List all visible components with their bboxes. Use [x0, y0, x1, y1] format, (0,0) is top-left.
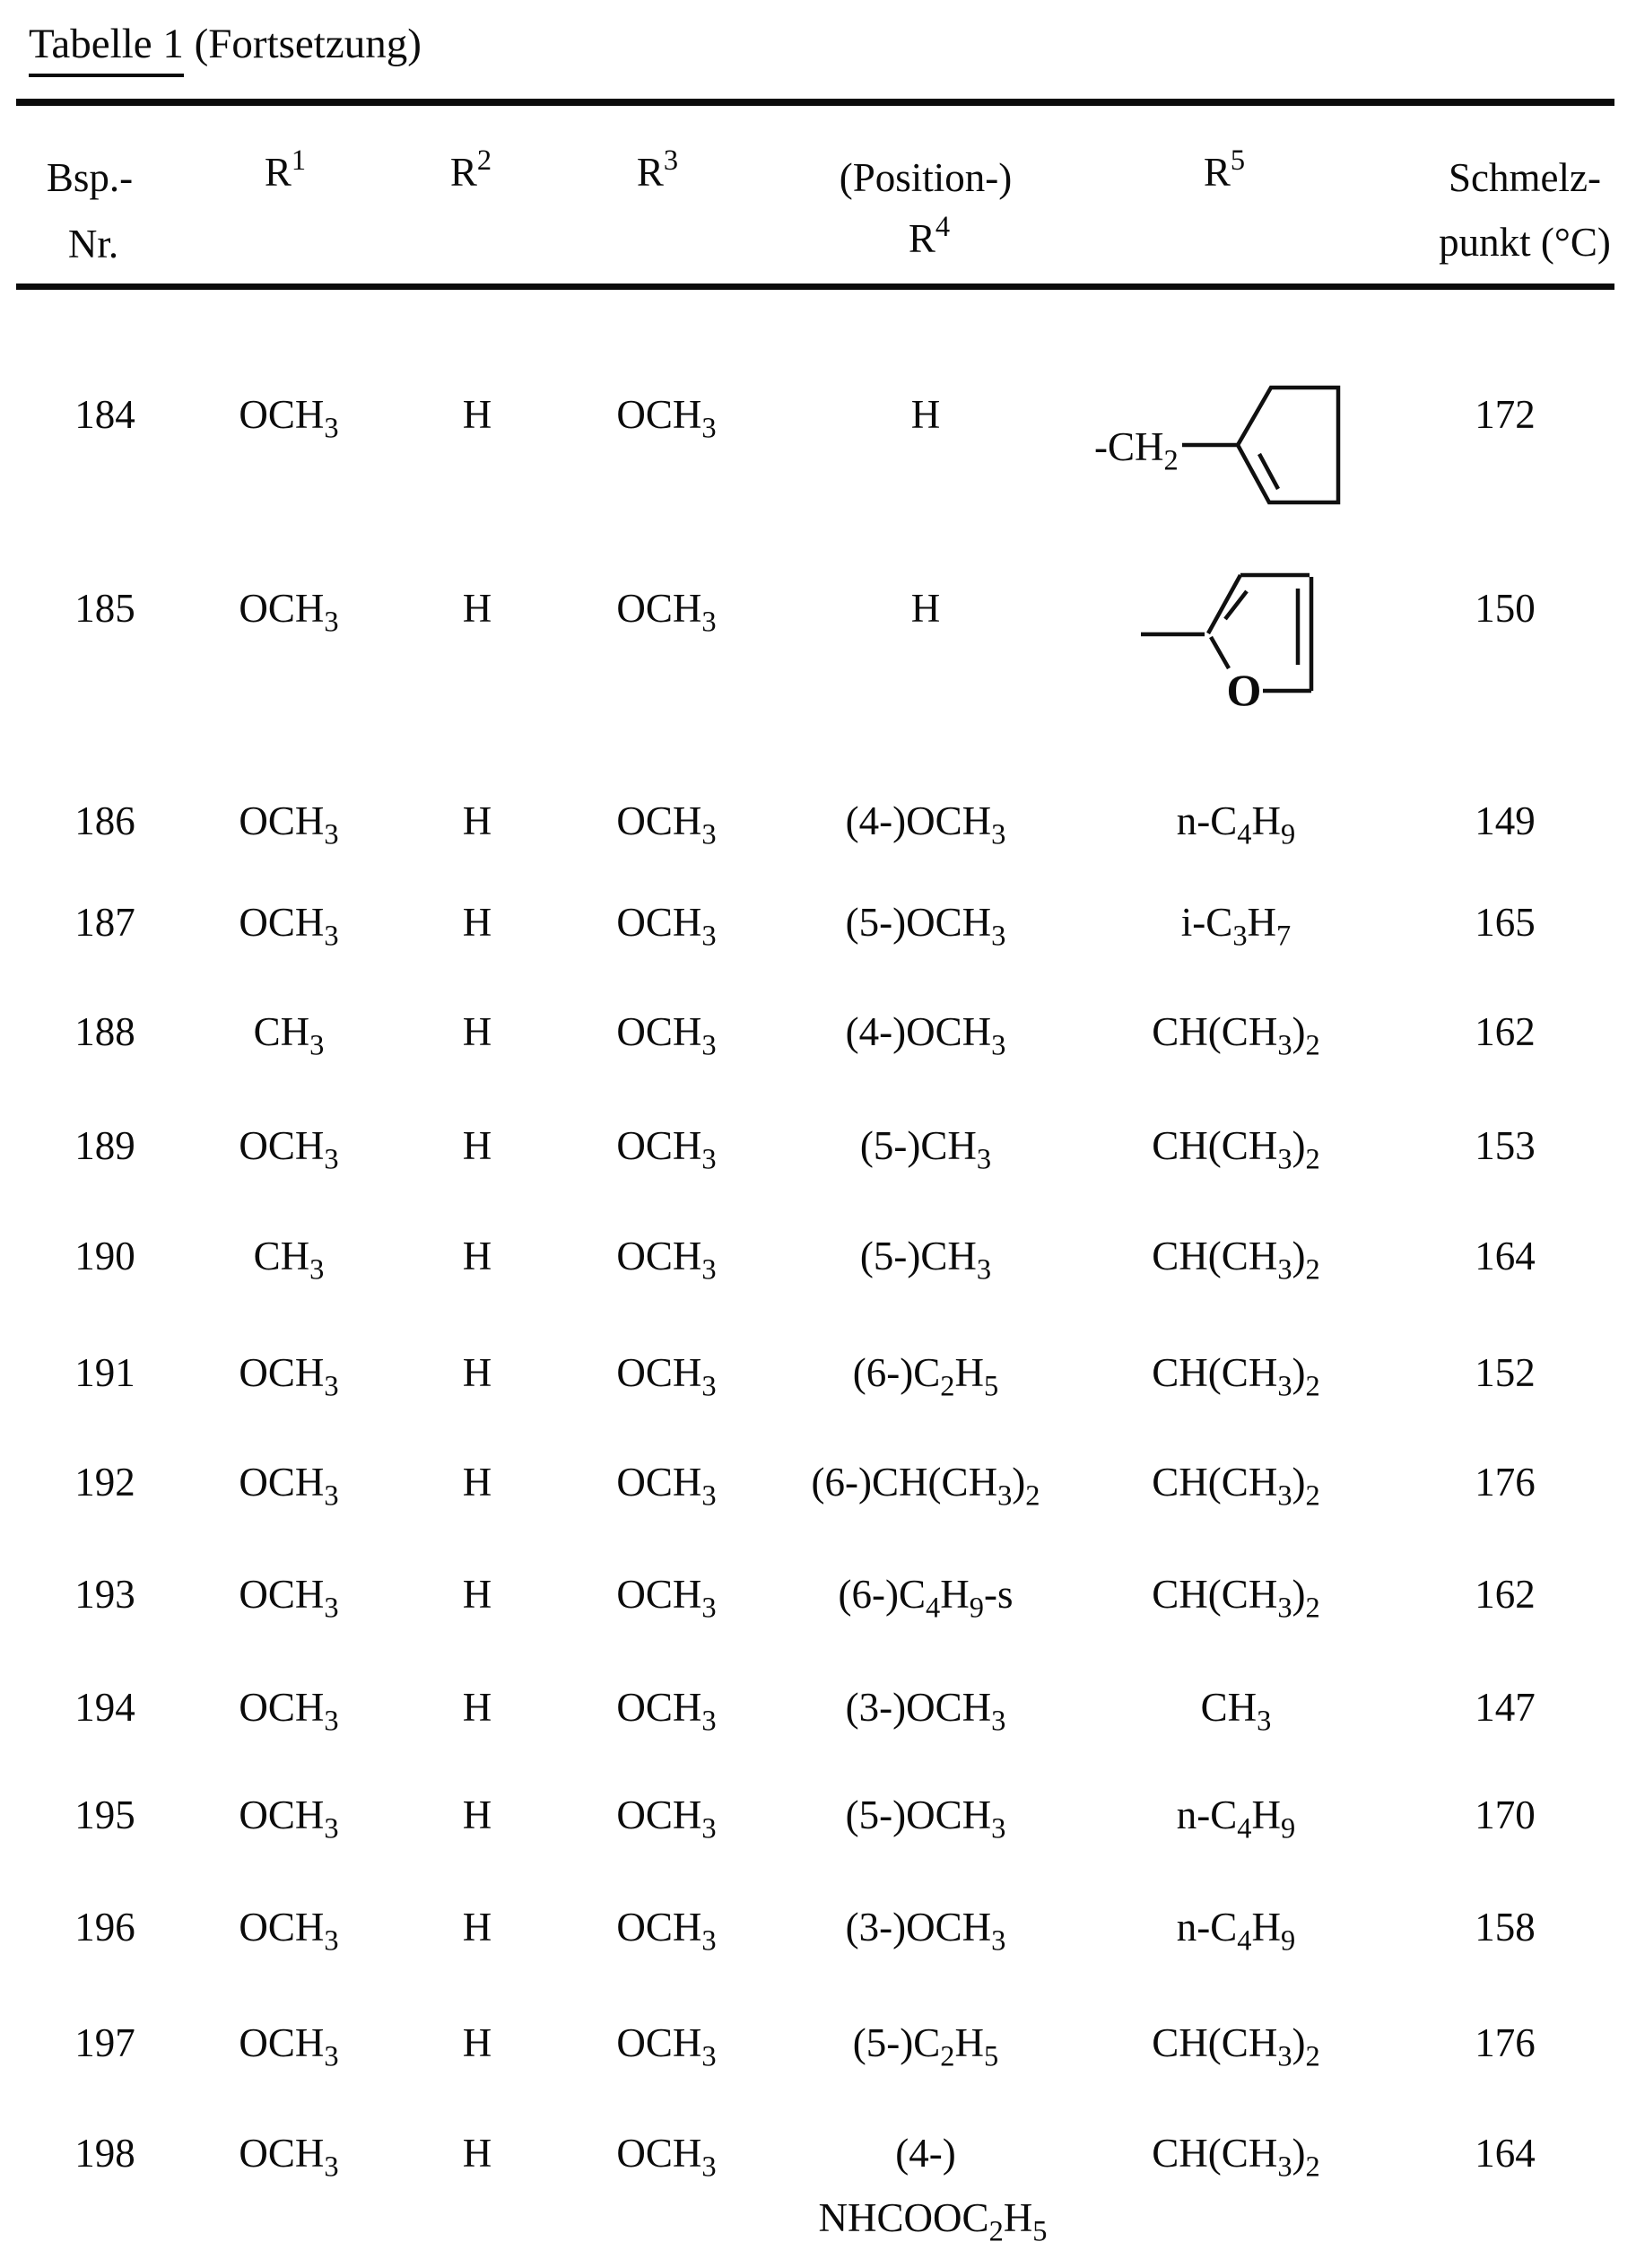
- cell-r4: H: [910, 392, 941, 437]
- cell-bsp-nr: 187: [74, 900, 135, 945]
- cell-bsp-nr: 194: [74, 1685, 135, 1730]
- cell-r1: $OCH_3$: [239, 1460, 339, 1513]
- cell-r1: $OCH_3$: [239, 392, 339, 445]
- cell-bsp-nr: 192: [74, 1460, 135, 1505]
- cell-melting-point: 149: [1475, 798, 1536, 843]
- cell-r5: $CH(CH_3)_2$: [1152, 1123, 1320, 1176]
- cell-r3: $OCH_3$: [616, 900, 717, 953]
- cell-r2: H: [462, 1234, 492, 1278]
- header-r3: $R^3$: [636, 144, 679, 195]
- header-bottom-rule: [16, 284, 1614, 290]
- cell-r3: $OCH_3$: [616, 1572, 717, 1625]
- cell-r3: $OCH_3$: [616, 1793, 717, 1845]
- header-mp-line1: Schmelz-: [1449, 155, 1601, 200]
- cell-melting-point: 164: [1475, 1234, 1536, 1278]
- cell-r3: $OCH_3$: [616, 1460, 717, 1513]
- cell-bsp-nr: 184: [74, 392, 135, 437]
- header-r5: $R^5$: [1203, 144, 1246, 195]
- cell-r2: H: [462, 2131, 492, 2176]
- cell-r3: $OCH_3$: [616, 1350, 717, 1403]
- cell-bsp-nr: 196: [74, 1905, 135, 1950]
- cell-r5: $CH(CH_3)_2$: [1152, 1460, 1320, 1513]
- cell-melting-point: 147: [1475, 1685, 1536, 1730]
- cell-r1: $CH_3$: [253, 1234, 325, 1287]
- furan-oxygen-label: O: [1226, 665, 1262, 715]
- table-title-main: Tabelle 1: [29, 21, 184, 77]
- cell-r1: $OCH_3$: [239, 900, 339, 953]
- cell-bsp-nr: 198: [74, 2131, 135, 2176]
- cell-r1: $OCH_3$: [239, 2020, 339, 2073]
- cell-r5: $CH_3$: [1200, 1685, 1272, 1738]
- cell-melting-point: 172: [1475, 392, 1536, 437]
- cell-r4: $(6-)C_4H_9-s$: [838, 1572, 1014, 1625]
- cell-r1: $OCH_3$: [239, 2131, 339, 2184]
- cell-r2: H: [462, 1793, 492, 1837]
- cell-r2: H: [462, 2020, 492, 2065]
- cell-r1: $OCH_3$: [239, 798, 339, 851]
- cell-r4-line2: $NHCOOC_2H_5$: [818, 2195, 1048, 2248]
- cell-r3: $OCH_3$: [616, 1009, 717, 1062]
- cell-r2: H: [462, 1123, 492, 1168]
- ch2-group-label: $-CH_2$: [1094, 424, 1179, 477]
- cell-r2: H: [462, 1009, 492, 1054]
- cell-r5: $n-C_4H_9$: [1176, 798, 1296, 851]
- cell-r1: $OCH_3$: [239, 1572, 339, 1625]
- cell-r2: H: [462, 1572, 492, 1617]
- header-bsp-line1: Bsp.-: [46, 155, 134, 200]
- cyclopentene-ring-structure: [1182, 379, 1362, 514]
- cell-r2: H: [462, 1460, 492, 1505]
- cell-r1: $OCH_3$: [239, 1350, 339, 1403]
- header-r4-line2: $R^4$: [908, 211, 951, 261]
- cell-r4: $(3-)OCH_3$: [845, 1685, 1006, 1738]
- r5-structure-cell: [1094, 379, 1362, 514]
- cell-r3: $OCH_3$: [616, 2131, 717, 2184]
- header-r2: $R^2$: [449, 144, 492, 195]
- cell-r4: $(4-)OCH_3$: [845, 798, 1006, 851]
- cell-bsp-nr: 193: [74, 1572, 135, 1617]
- cell-melting-point: 162: [1475, 1572, 1536, 1617]
- table-title-suffix: (Fortsetzung): [183, 21, 422, 67]
- cell-bsp-nr: 185: [74, 586, 135, 631]
- cell-r3: $OCH_3$: [616, 392, 717, 445]
- cell-r1: $CH_3$: [253, 1009, 325, 1062]
- cell-r4: $(5-)C_2H_5$: [852, 2020, 999, 2073]
- cell-bsp-nr: 195: [74, 1793, 135, 1837]
- cell-melting-point: 176: [1475, 2020, 1536, 2065]
- header-r4-line1: (Position-): [839, 155, 1013, 200]
- cell-melting-point: 158: [1475, 1905, 1536, 1950]
- cell-bsp-nr: 191: [74, 1350, 135, 1395]
- cell-melting-point: 165: [1475, 900, 1536, 945]
- cell-bsp-nr: 186: [74, 798, 135, 843]
- cell-r1: $OCH_3$: [239, 1793, 339, 1845]
- cell-r4: $(3-)OCH_3$: [845, 1905, 1006, 1958]
- cell-r4: $(4-)OCH_3$: [845, 1009, 1006, 1062]
- cell-r2: H: [462, 392, 492, 437]
- cell-r1: $OCH_3$: [239, 1123, 339, 1176]
- r5-structure-cell: [1128, 553, 1335, 723]
- cell-r4: $(5-)CH_3$: [859, 1234, 992, 1287]
- cell-r3: $OCH_3$: [616, 1123, 717, 1176]
- header-r1: $R^1$: [264, 144, 307, 195]
- cell-r4: $(6-)CH(CH_3)_2$: [811, 1460, 1040, 1513]
- furan-ring-structure: [1128, 553, 1335, 723]
- cell-r2: H: [462, 900, 492, 945]
- cell-r2: H: [462, 798, 492, 843]
- cell-r4: (4-): [895, 2131, 956, 2176]
- cell-r4: $(6-)C_2H_5$: [852, 1350, 999, 1403]
- cell-r4: $(5-)OCH_3$: [845, 900, 1006, 953]
- cell-r5: $CH(CH_3)_2$: [1152, 1009, 1320, 1062]
- cell-r3: $OCH_3$: [616, 2020, 717, 2073]
- cell-r5: $CH(CH_3)_2$: [1152, 1572, 1320, 1625]
- cell-r5: $n-C_4H_9$: [1176, 1793, 1296, 1845]
- cell-melting-point: 162: [1475, 1009, 1536, 1054]
- cell-melting-point: 153: [1475, 1123, 1536, 1168]
- table-title: [29, 20, 422, 68]
- cell-bsp-nr: 188: [74, 1009, 135, 1054]
- cell-r4: H: [910, 586, 941, 631]
- cell-r5: $CH(CH_3)_2$: [1152, 1234, 1320, 1287]
- header-bsp-line2: Nr.: [67, 222, 119, 266]
- cell-r3: $OCH_3$: [616, 586, 717, 639]
- cell-r2: H: [462, 1685, 492, 1730]
- cell-r1: $OCH_3$: [239, 1905, 339, 1958]
- cell-bsp-nr: 190: [74, 1234, 135, 1278]
- cell-melting-point: 170: [1475, 1793, 1536, 1837]
- cell-melting-point: 176: [1475, 1460, 1536, 1505]
- cell-r1: $OCH_3$: [239, 586, 339, 639]
- cell-r4: $(5-)OCH_3$: [845, 1793, 1006, 1845]
- cell-r5: $CH(CH_3)_2$: [1152, 2020, 1320, 2073]
- cell-r2: H: [462, 1905, 492, 1950]
- cell-r5: $CH(CH_3)_2$: [1152, 1350, 1320, 1403]
- cell-r2: H: [462, 1350, 492, 1395]
- cell-r4: $(5-)CH_3$: [859, 1123, 992, 1176]
- cell-r3: $OCH_3$: [616, 1234, 717, 1287]
- cell-r3: $OCH_3$: [616, 1905, 717, 1958]
- cell-bsp-nr: 197: [74, 2020, 135, 2065]
- cell-r5: $n-C_4H_9$: [1176, 1905, 1296, 1958]
- cell-r3: $OCH_3$: [616, 798, 717, 851]
- cell-melting-point: 150: [1475, 586, 1536, 631]
- cell-r1: $OCH_3$: [239, 1685, 339, 1738]
- cell-r5: $i-C_3H_7$: [1180, 900, 1292, 953]
- cell-r2: H: [462, 586, 492, 631]
- top-rule: [16, 99, 1614, 106]
- cell-melting-point: 164: [1475, 2131, 1536, 2176]
- cell-melting-point: 152: [1475, 1350, 1536, 1395]
- cell-r3: $OCH_3$: [616, 1685, 717, 1738]
- cell-r5: $CH(CH_3)_2$: [1152, 2131, 1320, 2184]
- header-mp-line2: punkt (°C): [1439, 220, 1611, 265]
- cell-bsp-nr: 189: [74, 1123, 135, 1168]
